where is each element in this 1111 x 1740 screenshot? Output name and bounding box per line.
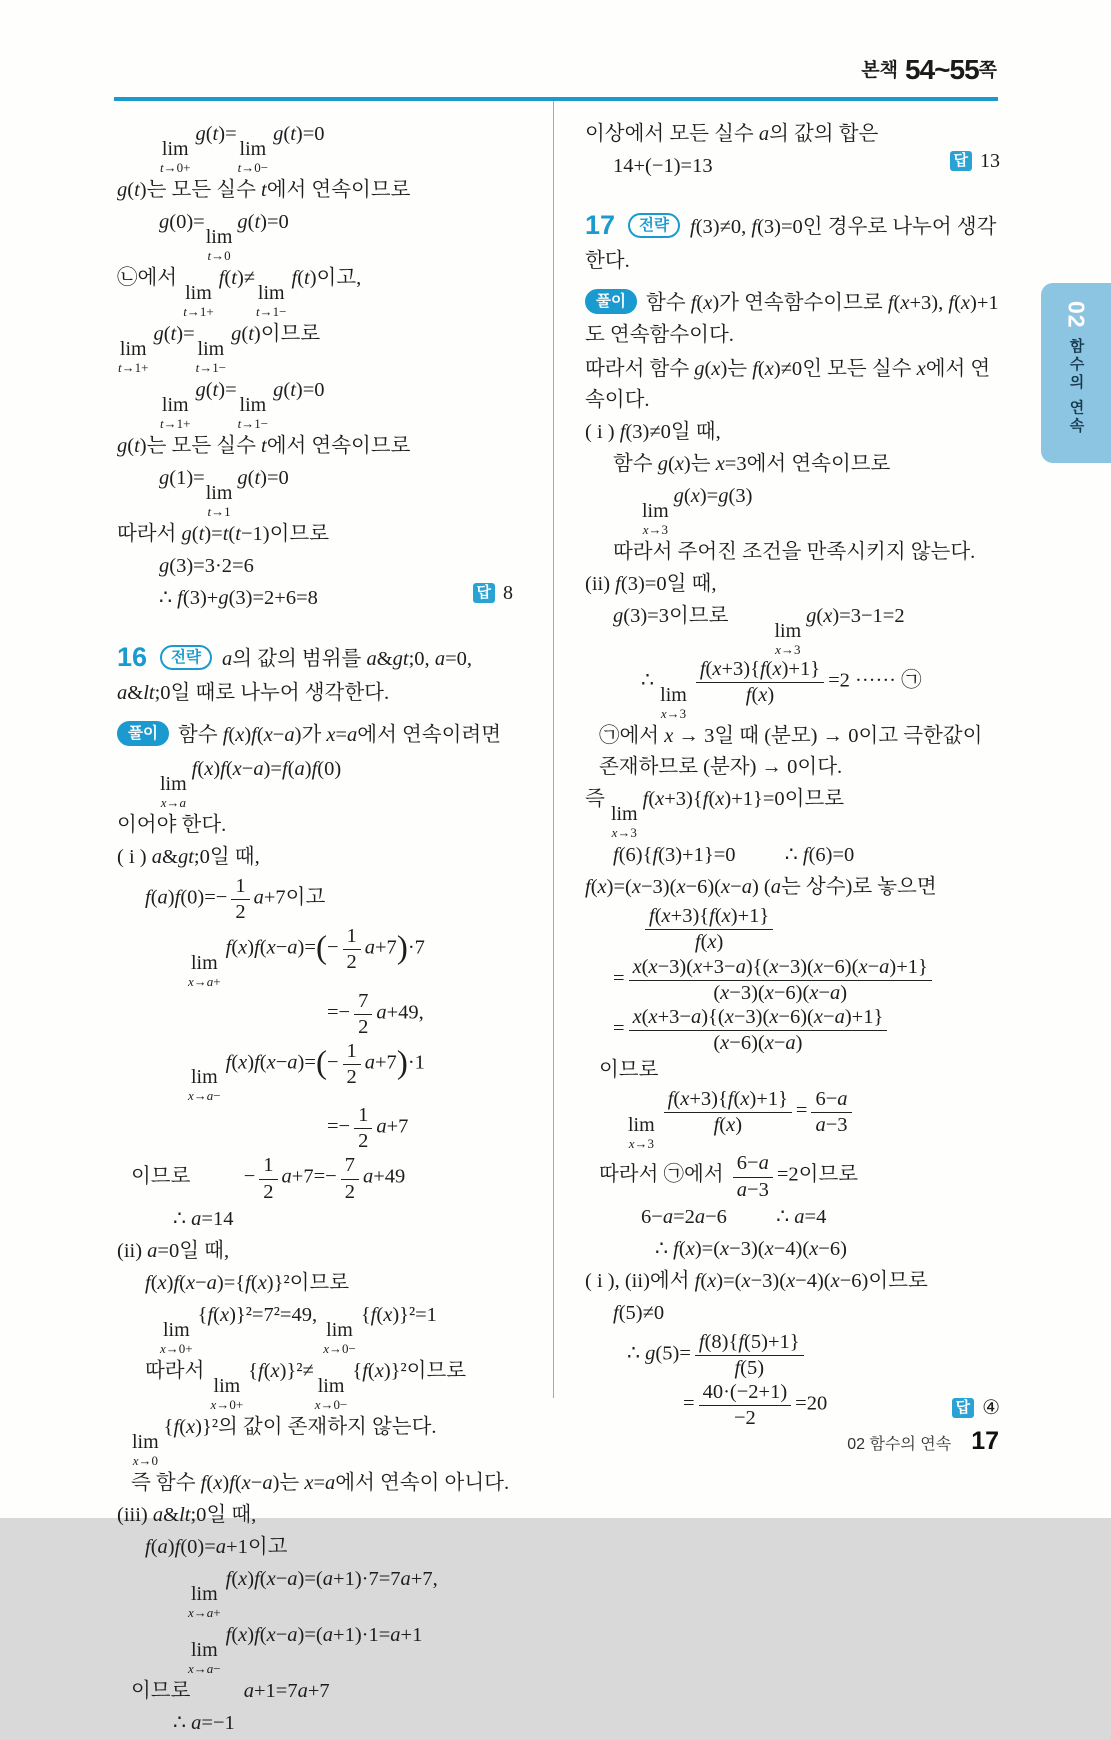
- text-run: 이므로: [260, 323, 321, 345]
- content-line: [117, 1300, 513, 1355]
- content-line: [117, 1564, 513, 1619]
- math-run: g(3)=3: [613, 605, 669, 627]
- text-run: ······ ㉠: [849, 669, 922, 692]
- answer-badge: 답: [952, 1398, 975, 1418]
- math-run: f(x)f(x−a): [200, 1471, 280, 1494]
- text-run: 일 때,: [206, 1503, 257, 1526]
- math-run: g(t)=: [195, 379, 237, 401]
- math-run: g(t): [231, 323, 261, 345]
- math-run: g(x): [694, 358, 728, 380]
- text-run: 이고: [247, 1535, 288, 1558]
- content-line: [117, 175, 513, 206]
- math-run: f(x): [690, 292, 720, 314]
- fraction: $\frac{6-a}{a-3}$: [733, 1151, 773, 1200]
- math-run: =20: [795, 1392, 828, 1415]
- math-run: f(x)=(x−3)(x−4)(x−6): [694, 1269, 869, 1292]
- strategy-badge: 전략: [160, 645, 212, 670]
- math-run: x=3: [715, 453, 747, 475]
- content-line: [585, 1151, 1000, 1200]
- text-run: (: [758, 876, 771, 899]
- content-line: [585, 657, 1000, 720]
- math-run: t: [261, 179, 267, 201]
- content-line: [117, 1153, 513, 1202]
- math-run: ∴ f(x)=(x−3)(x−4)(x−6): [655, 1237, 847, 1260]
- limit-operator: lim t→0+: [160, 138, 191, 175]
- text-run: 따라서: [145, 1359, 210, 1382]
- math-run: =: [613, 966, 625, 989]
- math-run: f(x)f(x−a)=: [225, 1051, 316, 1074]
- content-line: [585, 955, 1000, 1004]
- answer-value: 8: [503, 582, 513, 604]
- math-run: g(t)=t(t−1): [181, 523, 270, 545]
- text-run: 의 값의 범위를: [232, 648, 367, 670]
- text-run: 일 때로 나누어 생각한다.: [170, 682, 390, 704]
- math-run: g(t)=0: [237, 211, 289, 233]
- math-run: {f(x)}²=7²=49,: [197, 1303, 323, 1326]
- math-run: 14+(−1)=13: [613, 155, 713, 177]
- content-line: [117, 119, 513, 174]
- left-column: [117, 118, 513, 1740]
- text-run: (iii): [117, 1503, 153, 1526]
- chapter-side-tab: [1041, 283, 1111, 463]
- math-run: =−: [327, 1115, 351, 1138]
- content-line: [117, 263, 513, 318]
- problem-header: [585, 208, 1000, 278]
- text-run: 이므로: [668, 605, 729, 627]
- math-run: f(a)f(0)=a+1: [145, 1535, 248, 1558]
- text-run: 일 때,: [666, 573, 717, 595]
- text-run: 이므로: [406, 1359, 467, 1382]
- math-run: g(x): [657, 453, 691, 475]
- math-run: g(t)=0: [273, 379, 325, 401]
- content-line: [117, 463, 513, 518]
- text-run: 가: [301, 724, 327, 746]
- math-run: g(t)=: [195, 123, 237, 145]
- content-line: [117, 1103, 513, 1152]
- limit-operator: lim t→0−: [237, 138, 269, 175]
- content-line: [117, 1708, 513, 1739]
- page-header: [861, 54, 997, 86]
- math-run: a+1=7a+7: [243, 1679, 330, 1702]
- math-run: a+7: [364, 1051, 397, 1074]
- math-run: a&lt;0: [152, 1503, 207, 1526]
- problem-number: 16: [117, 642, 148, 672]
- content-line: [117, 874, 513, 923]
- content-line: [585, 784, 1000, 839]
- math-run: =−: [327, 1000, 351, 1023]
- content-line: [585, 537, 1000, 568]
- fraction: $\frac{x(x-3)(x+3-a)\{(x-3)(x-6)(x-a)+1\}}{(x-3)(x-6)(x-a)}$: [629, 955, 932, 1004]
- chapter-title: 함수의 연속: [1067, 337, 1085, 435]
- math-run: −: [326, 936, 339, 959]
- limit-operator: lim t→1+: [183, 282, 214, 319]
- math-run: t: [261, 435, 267, 457]
- math-run: g(t)=0: [237, 467, 289, 489]
- math-run: =2: [776, 1163, 799, 1186]
- math-run: f(5)≠0: [613, 1301, 665, 1324]
- text-run: 이므로: [599, 1059, 659, 1082]
- content-line: [117, 1268, 513, 1299]
- header-page-suffix: 쪽: [978, 60, 997, 81]
- content-line: [585, 1234, 1000, 1265]
- text-run: 이므로: [289, 1271, 350, 1294]
- answer: [952, 1393, 1000, 1424]
- math-run: f(6){f(3)+1}=0: [613, 844, 736, 867]
- content-line: [117, 1039, 513, 1102]
- math-run: {f(x)}²: [352, 1359, 407, 1382]
- math-run: ∴ f(3)+g(3)=2+6=8: [159, 587, 318, 609]
- answer: [950, 146, 1001, 177]
- math-run: 6−a=2a−6: [641, 1205, 727, 1228]
- math-run: ∴ a=14: [173, 1207, 234, 1230]
- content-line: [585, 119, 1000, 150]
- text-run: 이어야 한다.: [117, 814, 227, 836]
- content-line: [117, 810, 513, 841]
- text-run: 인 경우로 나누어 생각한다.: [585, 216, 997, 272]
- limit-operator: lim x→3: [660, 684, 687, 722]
- math-run: {f(x)}²=1: [360, 1303, 437, 1326]
- text-run: 이므로: [798, 1163, 859, 1186]
- math-run: f(3)≠0: [619, 421, 671, 443]
- text-run: → 3일 때 (분모) → 0이고 극한값이 존재하므로 (분자) → 0이다.: [599, 725, 983, 779]
- text-run: 따라서 ㉠에서: [599, 1163, 729, 1186]
- math-run: x=a: [326, 724, 358, 746]
- answer-value: 13: [980, 150, 1000, 172]
- math-run: x=a: [304, 1471, 336, 1494]
- text-run: 이므로: [131, 1165, 191, 1188]
- math-run: −: [326, 1051, 339, 1074]
- text-run: ( i ), (ii)에서: [585, 1269, 695, 1292]
- content-line: [585, 1087, 1000, 1150]
- fraction: $\frac{f(8)\{f(5)+1\}}{f(5)}$: [695, 1330, 804, 1379]
- text-run: ( i ): [585, 421, 620, 443]
- limit-operator: lim x→a+: [188, 951, 221, 989]
- fraction: $\frac{7}{2}$: [354, 989, 372, 1038]
- fraction: $\frac{f(x+3)\{f(x)+1\}}{f(x)}$: [645, 904, 773, 953]
- big-paren: (: [315, 1044, 327, 1081]
- math-run: a+7: [376, 1115, 409, 1138]
- solution-paragraph: [117, 719, 513, 751]
- content-line: [585, 1330, 1000, 1379]
- text-run: 일 때,: [179, 1239, 230, 1262]
- fraction: $\frac{f(x+3)\{f(x)+1\}}{f(x)}$: [696, 657, 824, 706]
- big-paren: ): [396, 930, 408, 967]
- fraction: $\frac{6-a}{a-3}$: [811, 1087, 851, 1136]
- content-line: [117, 754, 513, 809]
- math-run: g(0)=: [159, 211, 205, 233]
- text-run: 의 값의 합은: [769, 123, 879, 145]
- content-line: [117, 1532, 513, 1563]
- math-run: f(x)f(x−a)=: [225, 936, 316, 959]
- math-run: g(t)=: [153, 323, 195, 345]
- text-run: 에서 연속이려면: [357, 724, 502, 746]
- math-run: ∴: [641, 669, 660, 692]
- text-run: 가 연속함수이므로: [719, 292, 888, 314]
- content-line: [585, 1055, 1000, 1086]
- text-run: 에서 연속이다.: [585, 358, 991, 411]
- content-line: [585, 449, 1000, 480]
- fraction: $\frac{1}{2}$: [343, 1039, 361, 1088]
- solution-badge: 풀이: [117, 721, 169, 746]
- fraction: $\frac{1}{2}$: [354, 1103, 372, 1152]
- math-run: ∴ g(5)=: [627, 1341, 691, 1364]
- math-run: ∴ a=−1: [173, 1711, 235, 1734]
- text-run: 는: [279, 1471, 305, 1494]
- content-line: [585, 151, 1000, 182]
- math-run: =: [613, 1017, 625, 1040]
- content-line: [117, 375, 513, 430]
- content-line: [585, 354, 1000, 416]
- text-run: 는 상수)로 놓으면: [780, 876, 937, 899]
- math-run: f(x)≠0: [752, 358, 803, 380]
- limit-operator: lim x→a−: [188, 1638, 221, 1676]
- math-run: g(1)=: [159, 467, 205, 489]
- header-page-range: 54~55: [905, 54, 979, 85]
- content-line: [117, 519, 513, 550]
- content-line: [585, 904, 1000, 953]
- math-run: f(x+3), f(x)+1: [887, 292, 999, 314]
- footer-page-number: 17: [971, 1427, 999, 1455]
- text-run: ( i ): [117, 846, 152, 868]
- answer-value: ④: [982, 1397, 1000, 1420]
- text-run: 즉: [585, 788, 610, 811]
- math-run: a: [770, 876, 781, 899]
- limit-operator: lim x→0: [132, 1430, 159, 1468]
- text-run: 이므로: [868, 1269, 928, 1292]
- answer-badge: 답: [950, 151, 973, 171]
- math-run: f(t): [291, 267, 317, 289]
- text-run: 따라서: [117, 523, 182, 545]
- limit-operator: lim t→1−: [256, 282, 287, 319]
- content-line: [585, 721, 1000, 783]
- text-run: 는 모든 실수: [146, 179, 261, 201]
- math-run: x: [916, 358, 926, 380]
- content-line: [117, 1500, 513, 1531]
- math-run: {f(x)}²: [163, 1415, 218, 1438]
- math-run: g(x)=g(3): [673, 485, 753, 507]
- text-run: 는: [690, 453, 716, 475]
- limit-operator: lim t→1−: [237, 394, 269, 431]
- math-run: ·7: [407, 936, 425, 959]
- limit-operator: lim x→3: [628, 1114, 655, 1152]
- math-run: g(3)=3·2=6: [159, 555, 254, 577]
- text-run: 이고,: [316, 267, 362, 289]
- limit-operator: lim x→3: [774, 620, 802, 657]
- limit-operator: lim x→3: [642, 500, 669, 537]
- math-run: f(x)f(x−a): [222, 724, 302, 746]
- content-line: [585, 601, 1000, 656]
- text-run: (ii): [117, 1239, 148, 1262]
- text-run: 에서 연속이므로: [266, 435, 411, 457]
- content-line: [117, 1236, 513, 1267]
- text-run: 에서 연속이므로: [746, 453, 891, 475]
- math-run: g(t): [117, 179, 147, 201]
- content-line: [117, 1412, 513, 1467]
- text-run: 함수: [645, 292, 691, 314]
- text-run: 따라서 함수: [585, 358, 695, 380]
- problem-number: 17: [585, 210, 616, 240]
- content-line: [117, 319, 513, 374]
- text-run: 에서 연속이므로: [266, 179, 411, 201]
- header-book-label: 본책: [861, 60, 898, 81]
- limit-operator: lim t→0: [205, 226, 233, 263]
- text-run: ㉡에서: [117, 267, 183, 289]
- text-run: 함수: [613, 453, 658, 475]
- math-run: f(x)f(x−a)=(a+1)·1=a+1: [225, 1623, 423, 1646]
- math-run: x: [664, 725, 674, 748]
- answer-badge: 답: [473, 583, 496, 603]
- math-run: a&gt;0: [151, 846, 210, 868]
- text-run: 는 모든 실수: [146, 435, 261, 457]
- content-line: [117, 1204, 513, 1235]
- math-run: a=0: [147, 1239, 180, 1262]
- content-line: [117, 207, 513, 262]
- content-line: [585, 1005, 1000, 1054]
- text-run: 일 때,: [670, 421, 721, 443]
- text-run: 이상에서 모든 실수: [585, 123, 759, 145]
- math-run: a+49,: [376, 1000, 424, 1023]
- content-line: [585, 481, 1000, 536]
- text-run: 이므로: [131, 1679, 191, 1702]
- content-line: [117, 1676, 513, 1707]
- limit-operator: lim x→0+: [160, 1318, 193, 1356]
- math-run: −: [243, 1165, 256, 1188]
- text-run: 는: [727, 358, 753, 380]
- content-line: [117, 924, 513, 987]
- fraction: $\frac{1}{2}$: [259, 1153, 277, 1202]
- math-run: f(x)f(x−a)=f(a)f(0): [191, 758, 342, 780]
- content-line: [117, 1356, 513, 1411]
- math-run: =: [683, 1392, 695, 1415]
- content-line: [585, 417, 1000, 448]
- solution-paragraph: [585, 287, 1000, 351]
- problem-header: [117, 640, 513, 710]
- math-run: {f(x)}²≠: [248, 1359, 314, 1382]
- limit-operator: lim t→1: [205, 482, 233, 519]
- fraction: $\frac{1}{2}$: [231, 874, 249, 923]
- limit-operator: lim t→1+: [160, 394, 191, 431]
- text-run: 따라서 주어진 조건을 만족시키지 않는다.: [613, 541, 976, 563]
- math-run: =2: [828, 669, 850, 692]
- content-line: [117, 1620, 513, 1675]
- math-run: ∴ a=4: [776, 1205, 827, 1228]
- math-run: a+7=−: [281, 1165, 337, 1188]
- content-line: [585, 840, 1000, 871]
- content-line: [117, 551, 513, 582]
- fraction: $\frac{7}{2}$: [341, 1153, 359, 1202]
- text-run: 이고: [285, 886, 326, 909]
- math-run: f(a)f(0)=−: [145, 886, 228, 909]
- math-run: g(x)=3−1=2: [806, 605, 905, 627]
- math-run: f(x)f(x−a)=(a+1)·7=7a+7,: [225, 1567, 438, 1590]
- limit-operator: lim t→1−: [195, 338, 227, 375]
- math-run: g(t)=0: [273, 123, 325, 145]
- answer: [473, 578, 514, 609]
- math-run: a+7: [364, 936, 397, 959]
- limit-operator: lim x→0+: [210, 1374, 244, 1412]
- math-run: f(x+3){f(x)+1}=0: [642, 788, 785, 811]
- fraction: $\frac{x(x+3-a)\{(x-3)(x-6)(x-a)+1\}}{(x-6)(x-a)}$: [629, 1005, 888, 1054]
- content-line: [117, 989, 513, 1038]
- math-run: f(t)≠: [218, 267, 256, 289]
- fraction: $\frac{1}{2}$: [343, 924, 361, 973]
- text-run: 의 값이 존재하지 않는다.: [217, 1415, 437, 1438]
- content-line: [585, 872, 1000, 903]
- content-line: [585, 1380, 1000, 1429]
- math-run: g(t): [117, 435, 147, 457]
- limit-operator: lim t→1+: [118, 338, 149, 375]
- limit-operator: lim x→a+: [188, 1582, 221, 1620]
- chapter-number: 02: [1063, 301, 1090, 329]
- math-run: ·1: [407, 1051, 425, 1074]
- text-run: 인 모든 실수: [802, 358, 917, 380]
- math-run: a: [222, 648, 233, 670]
- math-run: f(x)=(x−3)(x−6)(x−a): [585, 876, 759, 899]
- content-line: [117, 583, 513, 614]
- limit-operator: lim x→0−: [323, 1318, 356, 1356]
- math-run: a&gt;0, a=0, a&lt;0: [117, 648, 472, 704]
- limit-operator: lim x→a: [160, 773, 187, 810]
- fraction: $\frac{40\cdot(-2+1)}{-2}$: [699, 1380, 792, 1429]
- content-line: [117, 431, 513, 462]
- big-paren: ): [396, 1044, 408, 1081]
- solution-badge: 풀이: [585, 289, 637, 314]
- math-run: f(3)≠0, f(3)=0: [690, 216, 803, 238]
- limit-operator: lim x→a−: [188, 1066, 221, 1104]
- limit-operator: lim x→0−: [314, 1374, 348, 1412]
- content-line: [585, 1266, 1000, 1297]
- footer-chapter: 02 함수의 연속: [847, 1436, 952, 1453]
- math-run: f(x)f(x−a)={f(x)}²: [145, 1271, 290, 1294]
- math-run: a+49: [362, 1165, 406, 1188]
- text-run: 이므로: [784, 788, 845, 811]
- text-run: 에서 연속이 아니다.: [335, 1471, 510, 1494]
- right-column: [585, 118, 1000, 1430]
- content-line: [585, 1298, 1000, 1329]
- math-run: f(3)=0: [615, 573, 667, 595]
- limit-operator: lim x→3: [610, 803, 638, 841]
- text-run: 일 때,: [209, 846, 260, 868]
- content-line: [585, 569, 1000, 600]
- text-run: (ii): [585, 573, 616, 595]
- math-run: ∴ f(6)=0: [784, 844, 855, 867]
- math-run: =: [795, 1099, 808, 1122]
- text-run: 도 연속함수이다.: [585, 324, 734, 346]
- text-run: 즉 함수: [131, 1471, 201, 1494]
- content-line: [117, 842, 513, 873]
- page-footer: [847, 1427, 999, 1456]
- text-run: ㉠에서: [599, 725, 665, 748]
- header-rule: [114, 97, 998, 101]
- content-line: [585, 1202, 1000, 1233]
- math-run: a: [758, 123, 770, 145]
- fraction: $\frac{f(x+3)\{f(x)+1\}}{f(x)}$: [664, 1087, 792, 1136]
- math-run: a+7: [253, 886, 286, 909]
- column-divider: [553, 101, 554, 1398]
- content-line: [117, 1468, 513, 1499]
- big-paren: (: [315, 930, 327, 967]
- strategy-badge: 전략: [628, 213, 680, 238]
- text-run: 함수: [177, 724, 223, 746]
- text-run: 이므로: [269, 523, 330, 545]
